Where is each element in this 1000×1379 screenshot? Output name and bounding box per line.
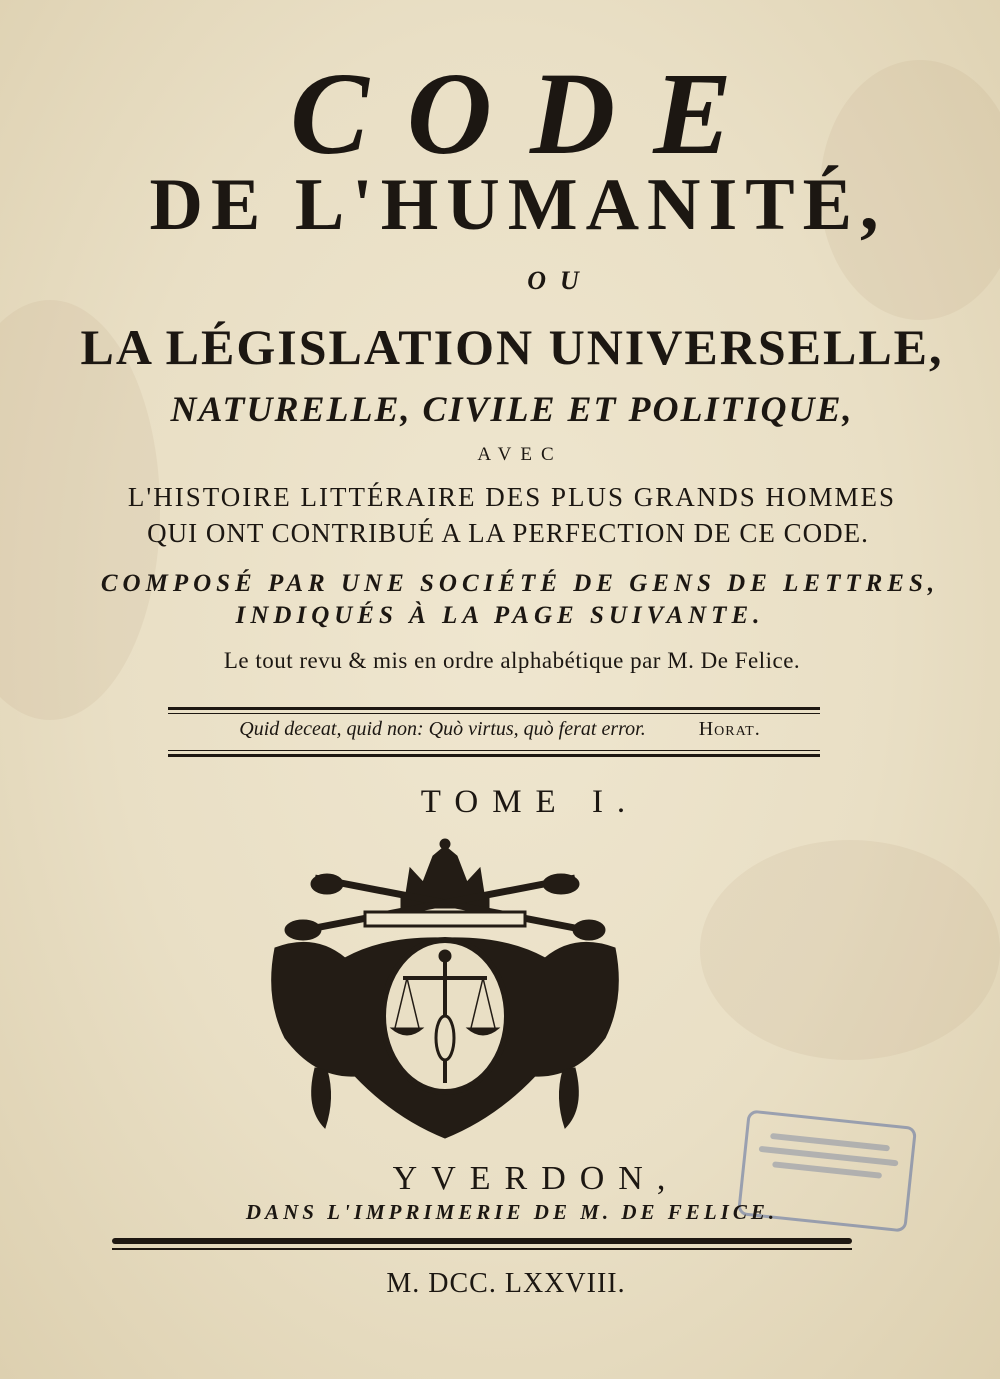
subtitle-histoire-line-1: L'HISTOIRE LITTÉRAIRE DES PLUS GRANDS HOMMES — [127, 482, 897, 512]
epigraph-author: Horat. — [698, 718, 761, 740]
title-humanite: DE L'HUMANITÉ, — [149, 164, 887, 246]
editor-line: Le tout revu & mis en ordre alphabétique par M. De Felice. — [223, 648, 801, 673]
subtitle-histoire-line-2: QUI ONT CONTRIBUÉ A LA PERFECTION DE CE CODE. — [147, 518, 869, 548]
title-code: CODE — [290, 48, 770, 179]
rule-bottom-thick — [168, 754, 820, 757]
subtitle-avec: AVEC — [477, 444, 563, 465]
imprint-printer: DANS L'IMPRIMERIE DE M. DE FELICE. — [245, 1200, 779, 1224]
scales-of-justice-crest-icon — [255, 838, 635, 1146]
imprint-rule-thick — [112, 1238, 852, 1244]
epigraph — [0, 718, 1000, 741]
rule-bottom-thin — [168, 750, 820, 751]
authors-line-2: INDIQUÉS À LA PAGE SUIVANTE. — [235, 602, 765, 629]
volume-label: TOME I. — [420, 784, 640, 820]
paper-stain — [700, 840, 1000, 1060]
authors-line-1: COMPOSÉ PAR UNE SOCIÉTÉ DE GENS DE LETTRES, — [100, 570, 940, 597]
rule-top-thin — [168, 713, 820, 714]
imprint-rule-thin — [112, 1248, 852, 1250]
rule-top-thick — [168, 707, 820, 710]
imprint-place: YVERDON, — [392, 1160, 680, 1197]
imprint-date: M. DCC. LXXVIII. — [386, 1268, 626, 1299]
subtitle-naturelle: NATURELLE, CIVILE ET POLITIQUE, — [170, 389, 854, 429]
epigraph-quote: Quid deceat, quid non: Quò virtus, quò ferat error. — [239, 718, 646, 740]
title-legislation: LA LÉGISLATION UNIVERSELLE, — [80, 319, 944, 375]
title-ou: OU — [527, 266, 593, 295]
